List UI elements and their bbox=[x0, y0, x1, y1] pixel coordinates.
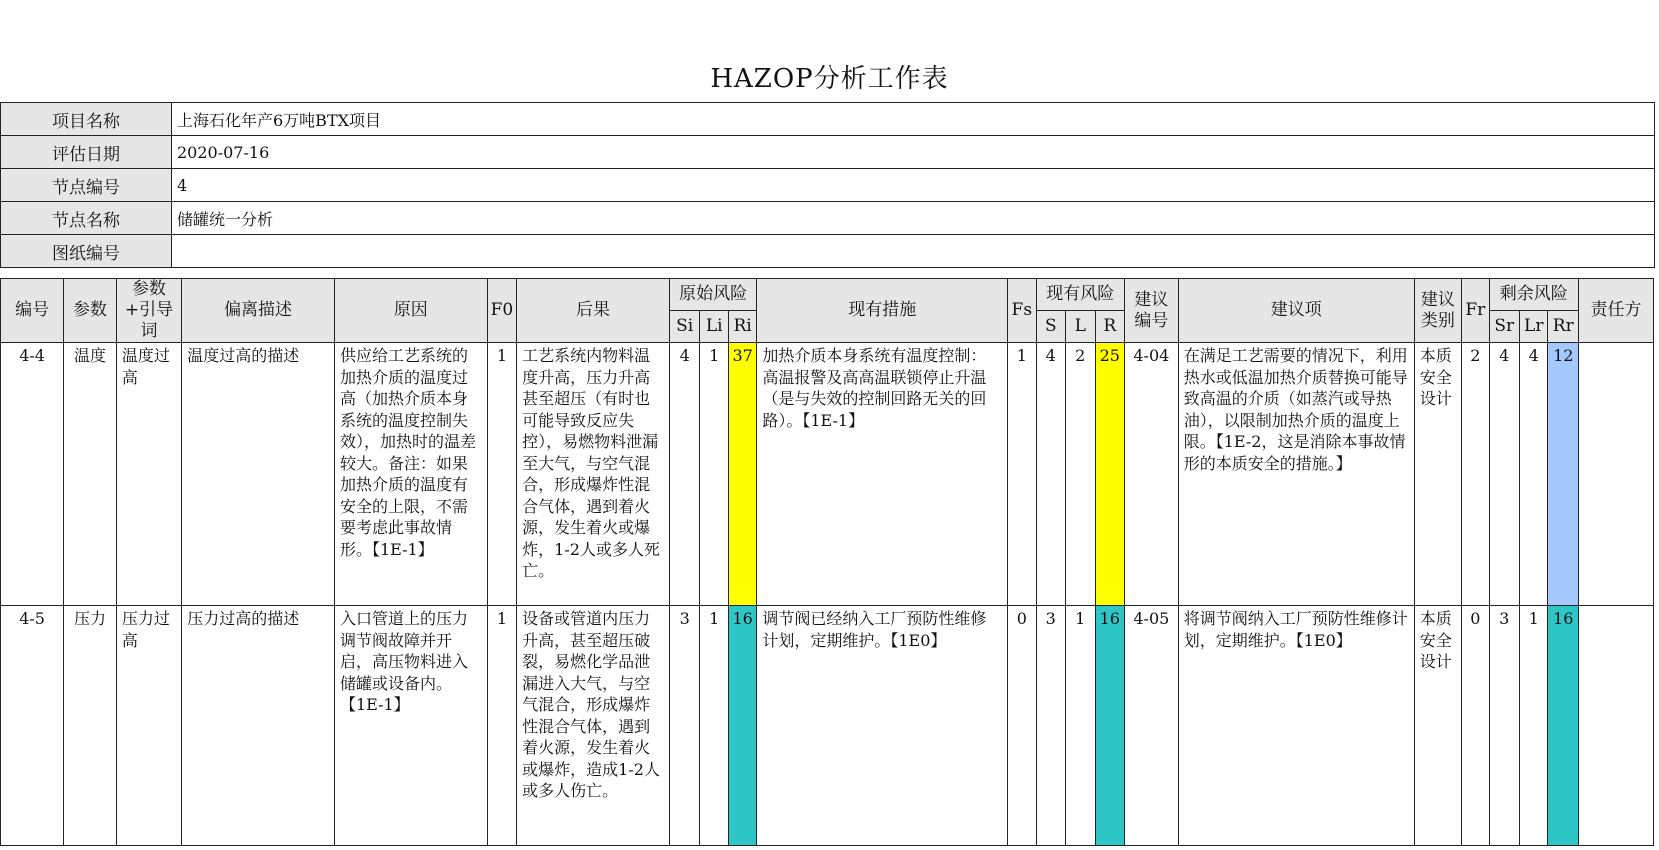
row-f0: 1 bbox=[487, 343, 516, 606]
info-row bbox=[1, 169, 1655, 202]
row-ri: 16 bbox=[728, 606, 756, 846]
col-header-cur-risk: 现有风险 bbox=[1036, 279, 1124, 311]
col-header-param: 参数 bbox=[64, 279, 117, 343]
row-consequence: 工艺系统内物料温度升高，压力升高甚至超压（有时也可能导致反应失控），易燃物料泄漏至大气，与空气混合，形成爆炸性混合气体，遇到着火源，发生着火或爆炸，1-2人或多人死亡。 bbox=[517, 343, 670, 606]
col-header-sr: Sr bbox=[1489, 311, 1520, 343]
row-deviation: 压力过高的描述 bbox=[182, 606, 335, 846]
row-rec-id: 4-04 bbox=[1125, 343, 1179, 606]
row-recommendation: 在满足工艺需要的情况下，利用热水或低温加热介质替换可能导致高温的介质（如蒸汽或导热油），以限制加热介质的温度上限。【1E-2，这是消除本事故情形的本质安全的措施。】 bbox=[1178, 343, 1414, 606]
row-param: 压力 bbox=[64, 606, 117, 846]
col-header-rec-id: 建议编号 bbox=[1125, 279, 1179, 343]
info-label: 评估日期 bbox=[1, 136, 172, 169]
row-consequence: 设备或管道内压力升高，甚至超压破裂，易燃化学品泄漏进入大气，与空气混合，形成爆炸性混合气体，遇到着火源，发生着火或爆炸，造成1-2人或多人伤亡。 bbox=[517, 606, 670, 846]
col-header-measures: 现有措施 bbox=[757, 279, 1008, 343]
header-row bbox=[1, 279, 1654, 311]
row-fr: 0 bbox=[1462, 606, 1489, 846]
row-s: 4 bbox=[1036, 343, 1065, 606]
row-param: 温度 bbox=[64, 343, 117, 606]
row-sr: 3 bbox=[1489, 606, 1520, 846]
info-value: 储罐统一分析 bbox=[172, 202, 1655, 235]
row-fs: 0 bbox=[1008, 606, 1036, 846]
row-r: 16 bbox=[1095, 606, 1125, 846]
col-header-si: Si bbox=[669, 311, 700, 343]
col-header-fs: Fs bbox=[1008, 279, 1036, 343]
row-measures: 调节阀已经纳入工厂预防性维修计划，定期维护。【1E0】 bbox=[757, 606, 1008, 846]
info-label: 项目名称 bbox=[1, 103, 172, 136]
info-value: 上海石化年产6万吨BTX项目 bbox=[172, 103, 1655, 136]
row-id: 4-4 bbox=[1, 343, 64, 606]
info-label: 节点名称 bbox=[1, 202, 172, 235]
col-header-fr: Fr bbox=[1462, 279, 1489, 343]
row-fr: 2 bbox=[1462, 343, 1489, 606]
row-owner bbox=[1579, 343, 1654, 606]
row-si: 3 bbox=[669, 606, 700, 846]
col-header-recommendation: 建议项 bbox=[1178, 279, 1414, 343]
row-sr: 4 bbox=[1489, 343, 1520, 606]
row-guide: 压力过高 bbox=[116, 606, 181, 846]
row-rec-type: 本质安全设计 bbox=[1414, 606, 1461, 846]
row-r: 25 bbox=[1095, 343, 1125, 606]
info-label: 节点编号 bbox=[1, 169, 172, 202]
row-li: 1 bbox=[700, 606, 728, 846]
col-header-s: S bbox=[1036, 311, 1065, 343]
info-row bbox=[1, 136, 1655, 169]
row-rr: 12 bbox=[1548, 343, 1579, 606]
row-guide: 温度过高 bbox=[116, 343, 181, 606]
info-label: 图纸编号 bbox=[1, 235, 172, 268]
info-row bbox=[1, 202, 1655, 235]
col-header-rec-type: 建议类别 bbox=[1414, 279, 1461, 343]
info-value bbox=[172, 235, 1655, 268]
row-lr: 4 bbox=[1520, 343, 1548, 606]
table-row bbox=[1, 343, 1654, 606]
info-value: 2020-07-16 bbox=[172, 136, 1655, 169]
col-header-consequence: 后果 bbox=[517, 279, 670, 343]
row-cause: 供应给工艺系统的加热介质的温度过高（加热介质本身系统的温度控制失效），加热时的温差较大。备注：如果加热介质的温度有安全的上限，不需要考虑此事故情形。【1E-1】 bbox=[334, 343, 487, 606]
col-header-res-risk: 剩余风险 bbox=[1489, 279, 1579, 311]
col-header-l: L bbox=[1066, 311, 1095, 343]
hazop-table bbox=[0, 278, 1654, 846]
row-l: 1 bbox=[1066, 606, 1095, 846]
col-header-rr: Rr bbox=[1548, 311, 1579, 343]
row-s: 3 bbox=[1036, 606, 1065, 846]
table-row bbox=[1, 606, 1654, 846]
row-id: 4-5 bbox=[1, 606, 64, 846]
info-row bbox=[1, 235, 1655, 268]
col-header-f0: F0 bbox=[487, 279, 516, 343]
row-li: 1 bbox=[700, 343, 728, 606]
row-l: 2 bbox=[1066, 343, 1095, 606]
info-row bbox=[1, 103, 1655, 136]
col-header-deviation: 偏离描述 bbox=[182, 279, 335, 343]
row-lr: 1 bbox=[1520, 606, 1548, 846]
row-rr: 16 bbox=[1548, 606, 1579, 846]
col-header-guide: 参数+引导词 bbox=[116, 279, 181, 343]
page-title: HAZOP分析工作表 bbox=[710, 64, 949, 94]
col-header-id: 编号 bbox=[1, 279, 64, 343]
row-measures: 加热介质本身系统有温度控制：高温报警及高高温联锁停止升温（是与失效的控制回路无关的回路）。【1E-1】 bbox=[757, 343, 1008, 606]
col-header-owner: 责任方 bbox=[1579, 279, 1654, 343]
col-header-ri: Ri bbox=[728, 311, 756, 343]
row-ri: 37 bbox=[728, 343, 756, 606]
col-header-cause: 原因 bbox=[334, 279, 487, 343]
col-header-li: Li bbox=[700, 311, 728, 343]
row-owner bbox=[1579, 606, 1654, 846]
row-cause: 入口管道上的压力调节阀故障并开启，高压物料进入储罐或设备内。【1E-1】 bbox=[334, 606, 487, 846]
row-si: 4 bbox=[669, 343, 700, 606]
project-info-table bbox=[0, 102, 1655, 268]
row-f0: 1 bbox=[487, 606, 516, 846]
row-rec-type: 本质安全设计 bbox=[1414, 343, 1461, 606]
col-header-r: R bbox=[1095, 311, 1125, 343]
info-value: 4 bbox=[172, 169, 1655, 202]
col-header-orig-risk: 原始风险 bbox=[669, 279, 756, 311]
row-deviation: 温度过高的描述 bbox=[182, 343, 335, 606]
row-fs: 1 bbox=[1008, 343, 1036, 606]
row-rec-id: 4-05 bbox=[1125, 606, 1179, 846]
col-header-lr: Lr bbox=[1520, 311, 1548, 343]
row-recommendation: 将调节阀纳入工厂预防性维修计划，定期维护。【1E0】 bbox=[1178, 606, 1414, 846]
